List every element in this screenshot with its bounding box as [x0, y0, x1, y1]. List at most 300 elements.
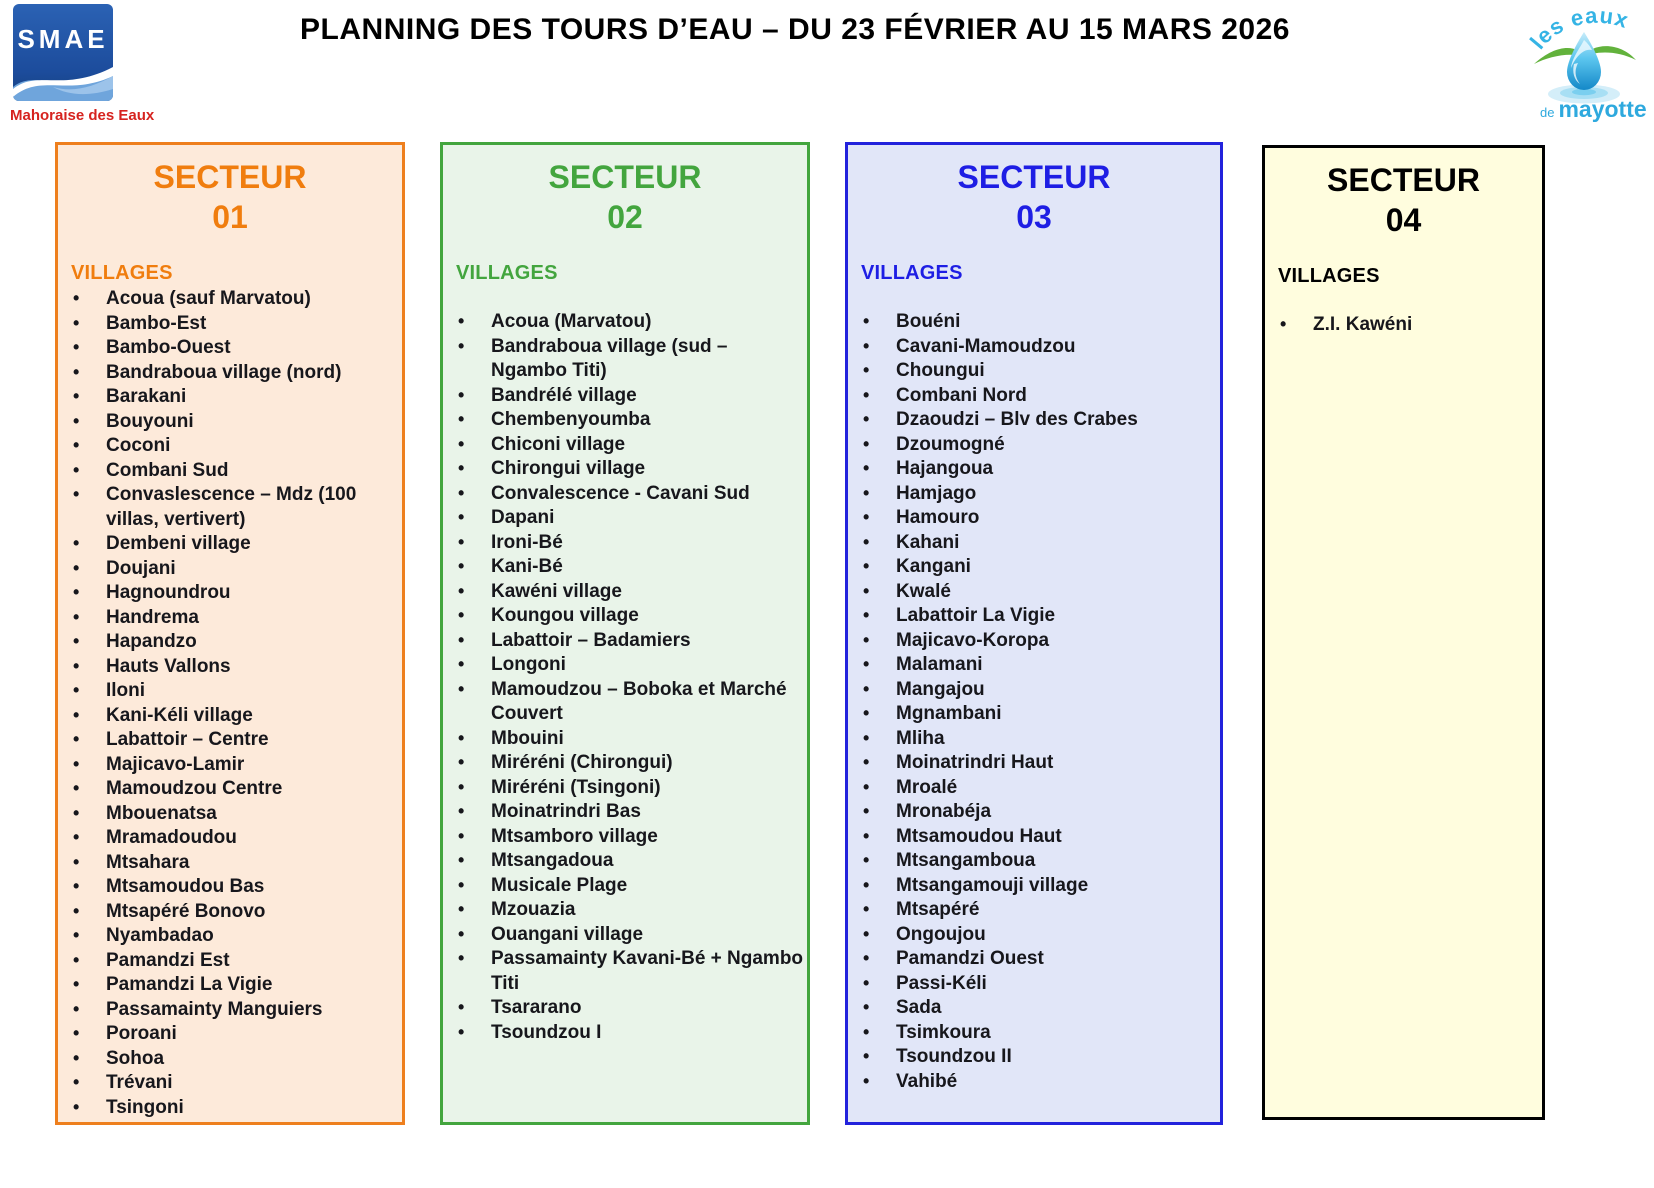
- village-name: Mtsapéré Bonovo: [106, 900, 266, 922]
- bullet-icon: •: [73, 655, 80, 676]
- bullet-icon: •: [458, 629, 465, 650]
- village-name: Mzouazia: [491, 899, 576, 920]
- village-name: Passamainty Kavani-Bé + Ngambo Titi: [491, 948, 804, 994]
- village-name: Hagnoundrou: [106, 582, 231, 603]
- bullet-icon: •: [458, 1021, 465, 1042]
- village-item: [58, 655, 402, 680]
- village-name: Ouangani village: [491, 923, 644, 945]
- village-name: Tsoundzou I: [491, 1021, 602, 1043]
- village-name: Tsimkoura: [896, 1021, 991, 1043]
- village-name: Hamouro: [896, 507, 980, 528]
- village-item: [848, 947, 1220, 972]
- village-name: Kangani: [896, 556, 971, 577]
- village-item: [443, 776, 807, 801]
- village-name: Ironi-Bé: [491, 531, 563, 553]
- village-name: Passamainty Manguiers: [106, 998, 323, 1020]
- bullet-icon: •: [458, 605, 465, 625]
- village-item: [848, 776, 1220, 801]
- village-name: Hajangoua: [896, 458, 994, 479]
- village-name: Mbouini: [491, 727, 564, 749]
- village-name: Mtsamboro village: [491, 825, 658, 847]
- bullet-icon: •: [458, 507, 465, 527]
- village-item: [848, 384, 1220, 409]
- village-item: [58, 900, 402, 925]
- bullet-icon: •: [458, 899, 465, 919]
- village-name: Mbouenatsa: [106, 802, 217, 824]
- village-name: Vahibé: [896, 1070, 958, 1092]
- bullet-icon: •: [458, 850, 465, 870]
- sector-box: [55, 142, 405, 1125]
- village-name: Cavani-Mamoudzou: [896, 335, 1076, 357]
- village-item: [58, 532, 402, 557]
- village-item: [848, 604, 1220, 629]
- bullet-icon: •: [458, 948, 465, 968]
- village-name: Mtsapéré: [896, 899, 980, 920]
- village-item: [848, 580, 1220, 605]
- bullet-icon: •: [73, 729, 80, 749]
- village-item: [58, 777, 402, 802]
- village-item: [58, 753, 402, 778]
- bullet-icon: •: [863, 360, 870, 380]
- village-item: [848, 531, 1220, 556]
- bullet-icon: •: [73, 459, 80, 480]
- villages-label: VILLAGES: [456, 262, 558, 284]
- village-name: Miréréni (Tsingoni): [491, 776, 661, 798]
- village-name: Kani-Kéli village: [106, 704, 253, 726]
- village-item: [58, 581, 402, 606]
- village-name: Mtsangadoua: [491, 850, 614, 871]
- village-name: Iloni: [106, 680, 146, 701]
- bullet-icon: •: [458, 384, 465, 405]
- bullet-icon: •: [73, 974, 80, 994]
- village-name: Longoni: [491, 654, 566, 675]
- bullet-icon: •: [863, 678, 870, 699]
- village-name: Moinatrindri Haut: [896, 752, 1054, 773]
- village-item: [848, 482, 1220, 507]
- bullet-icon: •: [863, 433, 870, 454]
- village-item: [58, 973, 402, 998]
- village-item: [848, 506, 1220, 531]
- sector-title: [58, 157, 402, 237]
- villages-label: VILLAGES: [71, 262, 173, 284]
- bullet-icon: •: [863, 874, 870, 895]
- bullet-icon: •: [73, 606, 80, 627]
- village-item: [443, 947, 807, 996]
- village-list: [848, 310, 1220, 1094]
- village-item: [443, 531, 807, 556]
- bullet-icon: •: [863, 776, 870, 797]
- smae-logo-box: [13, 4, 113, 101]
- village-item: [443, 384, 807, 409]
- bullet-icon: •: [73, 827, 80, 847]
- bullet-icon: •: [73, 288, 80, 308]
- village-name: Chiconi village: [491, 433, 626, 455]
- village-item: [58, 385, 402, 410]
- village-item: [848, 1045, 1220, 1070]
- bullet-icon: •: [458, 874, 465, 895]
- sector-name: SECTEUR: [548, 159, 702, 195]
- bullet-icon: •: [863, 654, 870, 674]
- village-name: Choungui: [896, 360, 985, 381]
- smae-acronym: SMAE: [17, 24, 109, 54]
- village-item: [443, 898, 807, 923]
- village-item: [58, 1071, 402, 1096]
- village-item: [848, 751, 1220, 776]
- village-name: Dzaoudzi – Blv des Crabes: [896, 409, 1138, 430]
- village-name: Hauts Vallons: [106, 655, 231, 677]
- village-item: [58, 924, 402, 949]
- sector-number: 02: [607, 199, 643, 235]
- village-name: Mamoudzou Centre: [106, 778, 283, 799]
- village-item: [848, 457, 1220, 482]
- bullet-icon: •: [458, 678, 465, 699]
- bullet-icon: •: [458, 997, 465, 1017]
- bullet-icon: •: [73, 949, 80, 970]
- village-item: [443, 800, 807, 825]
- villages-label: VILLAGES: [1278, 265, 1380, 287]
- bullet-icon: •: [863, 629, 870, 650]
- wave-icon: [13, 59, 113, 101]
- village-name: Bouyouni: [106, 410, 194, 432]
- village-item: [58, 630, 402, 655]
- village-item: [443, 433, 807, 458]
- sector-title: [1265, 160, 1542, 240]
- village-name: Acoua (Marvatou): [491, 311, 652, 332]
- bullet-icon: •: [73, 1096, 80, 1117]
- village-name: Bambo-Ouest: [106, 337, 231, 358]
- village-name: Labattoir La Vigie: [896, 605, 1056, 626]
- bullet-icon: •: [863, 923, 870, 944]
- bullet-icon: •: [863, 899, 870, 919]
- village-item: [58, 1096, 402, 1121]
- village-item: [443, 335, 807, 384]
- bullet-icon: •: [458, 801, 465, 821]
- village-name: Combani Sud: [106, 459, 229, 481]
- village-item: [443, 874, 807, 899]
- bullet-icon: •: [73, 484, 80, 504]
- les-eaux-text: les eaux: [1524, 2, 1632, 54]
- village-item: [443, 923, 807, 948]
- village-item: [58, 483, 402, 532]
- village-item: [443, 727, 807, 752]
- bullet-icon: •: [458, 825, 465, 846]
- village-name: Kani-Bé: [491, 556, 563, 577]
- village-name: Pamandzi La Vigie: [106, 974, 273, 995]
- village-item: [443, 751, 807, 776]
- bullet-icon: •: [1280, 314, 1287, 334]
- village-name: Z.I. Kawéni: [1313, 314, 1413, 335]
- bullet-icon: •: [863, 556, 870, 576]
- village-item: [848, 727, 1220, 752]
- villages-label: VILLAGES: [861, 262, 963, 284]
- bullet-icon: •: [863, 605, 870, 625]
- village-name: Dapani: [491, 507, 555, 528]
- village-item: [848, 433, 1220, 458]
- village-item: [848, 923, 1220, 948]
- village-name: Mangajou: [896, 678, 985, 700]
- village-name: Tsoundzou II: [896, 1046, 1012, 1067]
- bullet-icon: •: [863, 482, 870, 503]
- village-name: Mtsamoudou Bas: [106, 876, 265, 897]
- bullet-icon: •: [863, 703, 870, 723]
- village-name: Bandraboua village (sud – Ngambo Titi): [491, 335, 728, 381]
- sector-number: 03: [1016, 199, 1052, 235]
- village-item: [848, 996, 1220, 1021]
- bullet-icon: •: [863, 1046, 870, 1066]
- bullet-icon: •: [73, 851, 80, 872]
- village-item: [848, 898, 1220, 923]
- village-name: Mramadoudou: [106, 827, 237, 848]
- sector-title: [443, 157, 807, 237]
- bullet-icon: •: [73, 876, 80, 896]
- village-name: Mtsangamouji village: [896, 874, 1089, 896]
- village-item: [848, 849, 1220, 874]
- village-item: [848, 408, 1220, 433]
- sector-box: [1262, 145, 1545, 1120]
- bullet-icon: •: [863, 580, 870, 601]
- village-name: Chirongui village: [491, 458, 646, 479]
- page-title: PLANNING DES TOURS D’EAU – DU 23 FÉVRIER AU 15 MARS 2026: [300, 13, 1290, 46]
- village-name: Kawéni village: [491, 580, 622, 602]
- village-item: [58, 312, 402, 337]
- de-mayotte-text: de mayotte: [1540, 96, 1647, 122]
- village-name: Tsararano: [491, 997, 582, 1018]
- bullet-icon: •: [73, 582, 80, 602]
- village-item: [58, 1022, 402, 1047]
- bullet-icon: •: [863, 1021, 870, 1042]
- village-name: Handrema: [106, 606, 199, 628]
- village-item: [848, 335, 1220, 360]
- bullet-icon: •: [863, 727, 870, 748]
- village-name: Mroalé: [896, 776, 958, 798]
- bullet-icon: •: [863, 948, 870, 968]
- village-item: [58, 606, 402, 631]
- village-name: Bambo-Est: [106, 312, 207, 334]
- village-name: Bandrélé village: [491, 384, 637, 406]
- village-name: Nyambadao: [106, 925, 214, 946]
- village-name: Mliha: [896, 727, 945, 749]
- bullet-icon: •: [863, 311, 870, 331]
- bullet-icon: •: [863, 850, 870, 870]
- sector-name: SECTEUR: [153, 159, 307, 195]
- village-item: [848, 359, 1220, 384]
- village-item: [848, 972, 1220, 997]
- village-item: [443, 555, 807, 580]
- bullet-icon: •: [863, 801, 870, 821]
- village-list: [58, 287, 402, 1120]
- bullet-icon: •: [863, 972, 870, 993]
- sector-title: [848, 157, 1220, 237]
- village-name: Majicavo-Koropa: [896, 629, 1050, 651]
- village-item: [848, 702, 1220, 727]
- village-name: Passi-Kéli: [896, 972, 987, 994]
- bullet-icon: •: [458, 923, 465, 944]
- bullet-icon: •: [863, 752, 870, 772]
- village-name: Labattoir – Centre: [106, 729, 269, 750]
- village-name: Poroani: [106, 1023, 177, 1044]
- village-name: Kahani: [896, 531, 960, 553]
- village-name: Dzoumogné: [896, 433, 1005, 455]
- village-name: Mtsahara: [106, 851, 190, 873]
- village-item: [443, 408, 807, 433]
- village-item: [58, 287, 402, 312]
- village-item: [443, 996, 807, 1021]
- bullet-icon: •: [458, 335, 465, 356]
- village-item: [58, 336, 402, 361]
- village-name: Convalescence - Cavani Sud: [491, 482, 750, 504]
- bullet-icon: •: [863, 384, 870, 405]
- bullet-icon: •: [73, 900, 80, 921]
- bullet-icon: •: [458, 654, 465, 674]
- village-item: [58, 557, 402, 582]
- bullet-icon: •: [458, 433, 465, 454]
- bullet-icon: •: [863, 458, 870, 478]
- sector-number: 01: [212, 199, 248, 235]
- bullet-icon: •: [458, 727, 465, 748]
- bullet-icon: •: [73, 435, 80, 455]
- bullet-icon: •: [73, 925, 80, 945]
- village-name: Trévani: [106, 1072, 173, 1093]
- bullet-icon: •: [73, 778, 80, 798]
- village-item: [443, 310, 807, 335]
- village-name: Combani Nord: [896, 384, 1027, 406]
- bullet-icon: •: [73, 337, 80, 357]
- village-item: [848, 555, 1220, 580]
- village-list: [443, 310, 807, 1045]
- bullet-icon: •: [73, 998, 80, 1019]
- village-item: [848, 678, 1220, 703]
- village-name: Koungou village: [491, 605, 639, 626]
- village-name: Mamoudzou – Boboka et Marché Couvert: [491, 678, 787, 724]
- village-name: Pamandzi Est: [106, 949, 230, 971]
- village-item: [848, 825, 1220, 850]
- bullet-icon: •: [73, 557, 80, 578]
- bullet-icon: •: [863, 1070, 870, 1091]
- sector-box: [845, 142, 1223, 1125]
- bullet-icon: •: [73, 1072, 80, 1092]
- village-item: [58, 728, 402, 753]
- bullet-icon: •: [863, 335, 870, 356]
- village-item: [848, 653, 1220, 678]
- village-item: [443, 580, 807, 605]
- bullet-icon: •: [73, 312, 80, 333]
- village-item: [848, 1070, 1220, 1095]
- village-item: [1265, 313, 1542, 338]
- sector-box: [440, 142, 810, 1125]
- village-name: Musicale Plage: [491, 874, 628, 896]
- bullet-icon: •: [458, 409, 465, 429]
- sector-number: 04: [1385, 202, 1422, 238]
- village-name: Moinatrindri Bas: [491, 801, 641, 822]
- village-item: [443, 482, 807, 507]
- village-name: Mtsamoudou Haut: [896, 825, 1062, 847]
- bullet-icon: •: [863, 531, 870, 552]
- village-item: [58, 998, 402, 1023]
- bullet-icon: •: [458, 776, 465, 797]
- bullet-icon: •: [458, 556, 465, 576]
- bullet-icon: •: [73, 386, 80, 406]
- village-name: Labattoir – Badamiers: [491, 629, 691, 651]
- village-name: Kwalé: [896, 580, 951, 602]
- bullet-icon: •: [458, 458, 465, 478]
- village-name: Dembeni village: [106, 533, 251, 554]
- village-list: [1265, 313, 1542, 338]
- village-item: [443, 1021, 807, 1046]
- village-item: [443, 825, 807, 850]
- village-item: [443, 849, 807, 874]
- village-name: Bandraboua village (nord): [106, 361, 342, 383]
- village-name: Sohoa: [106, 1047, 165, 1069]
- village-name: Tsingoni: [106, 1096, 184, 1118]
- village-name: Majicavo-Lamir: [106, 753, 245, 775]
- village-item: [443, 653, 807, 678]
- village-name: Miréréni (Chirongui): [491, 752, 673, 773]
- village-item: [58, 679, 402, 704]
- bullet-icon: •: [863, 997, 870, 1017]
- village-name: Chembenyoumba: [491, 409, 651, 430]
- village-name: Ongoujou: [896, 923, 986, 945]
- village-name: Pamandzi Ouest: [896, 948, 1044, 969]
- smae-subtitle: Mahoraise des Eaux: [10, 107, 155, 124]
- village-name: Acoua (sauf Marvatou): [106, 288, 311, 309]
- bullet-icon: •: [863, 409, 870, 429]
- village-name: Doujani: [106, 557, 176, 579]
- village-item: [58, 434, 402, 459]
- village-name: Convaslescence – Mdz (100 villas, vertivert): [106, 484, 357, 530]
- bullet-icon: •: [458, 580, 465, 601]
- village-item: [443, 629, 807, 654]
- bullet-icon: •: [458, 482, 465, 503]
- village-item: [443, 678, 807, 727]
- bullet-icon: •: [73, 1023, 80, 1043]
- village-name: Bouéni: [896, 311, 961, 332]
- bullet-icon: •: [863, 507, 870, 527]
- bullet-icon: •: [73, 802, 80, 823]
- village-item: [443, 506, 807, 531]
- village-name: Malamani: [896, 654, 983, 675]
- village-item: [848, 800, 1220, 825]
- village-item: [58, 802, 402, 827]
- village-name: Mgnambani: [896, 703, 1002, 724]
- smae-logo: [10, 4, 155, 124]
- village-name: Hamjago: [896, 482, 977, 504]
- village-name: Mtsangamboua: [896, 850, 1036, 871]
- village-name: Coconi: [106, 435, 171, 456]
- les-eaux-de-mayotte-logo: [1522, 2, 1647, 124]
- village-item: [58, 361, 402, 386]
- village-item: [58, 1047, 402, 1072]
- village-item: [58, 875, 402, 900]
- village-item: [58, 459, 402, 484]
- bullet-icon: •: [73, 1047, 80, 1068]
- village-item: [443, 604, 807, 629]
- bullet-icon: •: [458, 311, 465, 331]
- bullet-icon: •: [73, 631, 80, 651]
- village-name: Hapandzo: [106, 631, 197, 652]
- bullet-icon: •: [73, 533, 80, 553]
- village-item: [848, 1021, 1220, 1046]
- village-item: [58, 826, 402, 851]
- bullet-icon: •: [73, 680, 80, 700]
- village-item: [848, 629, 1220, 654]
- village-item: [443, 457, 807, 482]
- sector-name: SECTEUR: [957, 159, 1111, 195]
- village-name: Mronabéja: [896, 801, 992, 822]
- village-item: [58, 410, 402, 435]
- village-name: Barakani: [106, 386, 187, 407]
- bullet-icon: •: [458, 752, 465, 772]
- bullet-icon: •: [73, 704, 80, 725]
